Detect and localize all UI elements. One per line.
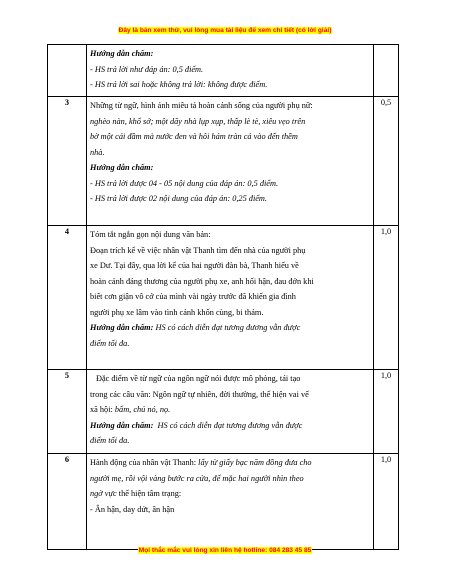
action-suffix: thể hiện tâm trạng: xyxy=(116,489,182,498)
answer-content xyxy=(87,226,374,370)
quote-line: nghèo nàn, khổ sở; một dãy nhà lụp xụp, thấp lè tè, xiêu vẹo trên xyxy=(90,116,306,126)
guide-line: - HS trả lời được 04 - 05 nội dung của đáp án: 0,5 điểm. xyxy=(90,178,279,188)
social-prefix: xã hội: xyxy=(90,405,115,414)
table-row xyxy=(48,45,399,97)
score: 1,0 xyxy=(374,370,399,454)
guide-text: điểm tối đa. xyxy=(90,338,130,348)
answer-content xyxy=(87,370,374,454)
answer-line: Đoạn trích kể về việc nhân vật Thanh tìm đến nhà của người phụ xyxy=(90,245,306,255)
score: 0,5 xyxy=(374,97,399,226)
answer-line: - Ân hận, day dứt, ân hận xyxy=(90,504,175,514)
bottom-banner: Mọi thắc mắc vui lòng xin liên hệ hotline: 084 283 45 85 xyxy=(138,547,312,554)
guide-label: Hướng dẫn chấm: xyxy=(90,420,154,430)
question-number: 6 xyxy=(48,454,87,550)
question-number xyxy=(48,45,87,97)
quote-line: bờ một cái đầm mà nước đen và hôi hám tràn cả vào đến thềm xyxy=(90,132,298,141)
question-number: 4 xyxy=(48,226,87,370)
table-row xyxy=(48,97,399,226)
score xyxy=(374,45,399,97)
guide-line: - HS trả lời sai hoặc không trả lời: không được điểm. xyxy=(90,80,268,89)
answer-line: biết cơn giận vô cớ của mình vài ngày trước đã khiến gia đình xyxy=(90,292,296,301)
answer-line: người phụ xe lâm vào tình cảnh khốn cùng, bi thảm. xyxy=(90,307,264,317)
answer-table xyxy=(47,44,399,550)
table-row xyxy=(48,454,399,550)
guide-text: HS có cách diễn đạt tương đương vẫn được xyxy=(155,323,301,332)
action-quote: lấy từ giấy bạc năm đồng đưa cho xyxy=(198,458,312,467)
score: 1,0 xyxy=(374,226,399,370)
table-row xyxy=(48,370,399,454)
action-prefix: Hành động của nhân vật Thanh: xyxy=(90,458,199,467)
score: 1,0 xyxy=(374,454,399,550)
answer-line: xe Dư. Tại đây, qua lời kể của hai người đàn bà, Thanh hiểu về xyxy=(90,261,299,270)
guide-text: điểm tối đa. xyxy=(90,436,130,445)
answer-intro: Những từ ngữ, hình ảnh miêu tả hoàn cảnh sống của người phụ nữ: xyxy=(90,101,313,110)
action-quote: người mẹ, rồi vội vàng bước ra cửa, để mặc hai người nhìn theo xyxy=(90,473,304,483)
guide-text: HS có cách diễn đạt tương đương vẫn được xyxy=(157,420,303,430)
guide-line: - HS trả lời như đáp án: 0,5 điểm. xyxy=(90,64,204,74)
guide-label: Hướng dẫn chấm: xyxy=(90,163,154,172)
answer-content xyxy=(87,45,374,97)
top-banner: Đây là bản xem thử, vui lòng mua tài liệu để xem chi tiết (có lời giải) xyxy=(118,27,332,34)
guide-label: Hướng dẫn chấm: xyxy=(90,323,154,332)
answer-line: Đặc điểm về từ ngữ của ngôn ngữ nói được mô phỏng, tái tạo xyxy=(96,374,301,383)
table-row xyxy=(48,226,399,370)
question-number: 3 xyxy=(48,97,87,226)
guide-line: - HS trả lời được 02 nội dung của đáp án: 0,25 điểm. xyxy=(90,194,267,203)
answer-line: trong các câu văn: Ngôn ngữ tự nhiên, đời thường, thể hiện vai vế xyxy=(90,389,309,399)
question-number: 5 xyxy=(48,370,87,454)
quote-line: nhà. xyxy=(90,147,105,157)
answer-line: hoàn cảnh đáng thương của người phụ xe, anh hối hận, đau đớn khi xyxy=(90,276,314,286)
answer-content xyxy=(87,454,374,550)
social-examples: bẩm, chú nó, nọ. xyxy=(114,405,171,414)
answer-content xyxy=(87,97,374,226)
action-quote: ngờ vực xyxy=(90,489,117,498)
guide-label: Hướng dẫn chấm: xyxy=(90,49,154,58)
answer-line: Tóm tắt ngắn gọn nội dung văn bản: xyxy=(90,230,211,239)
